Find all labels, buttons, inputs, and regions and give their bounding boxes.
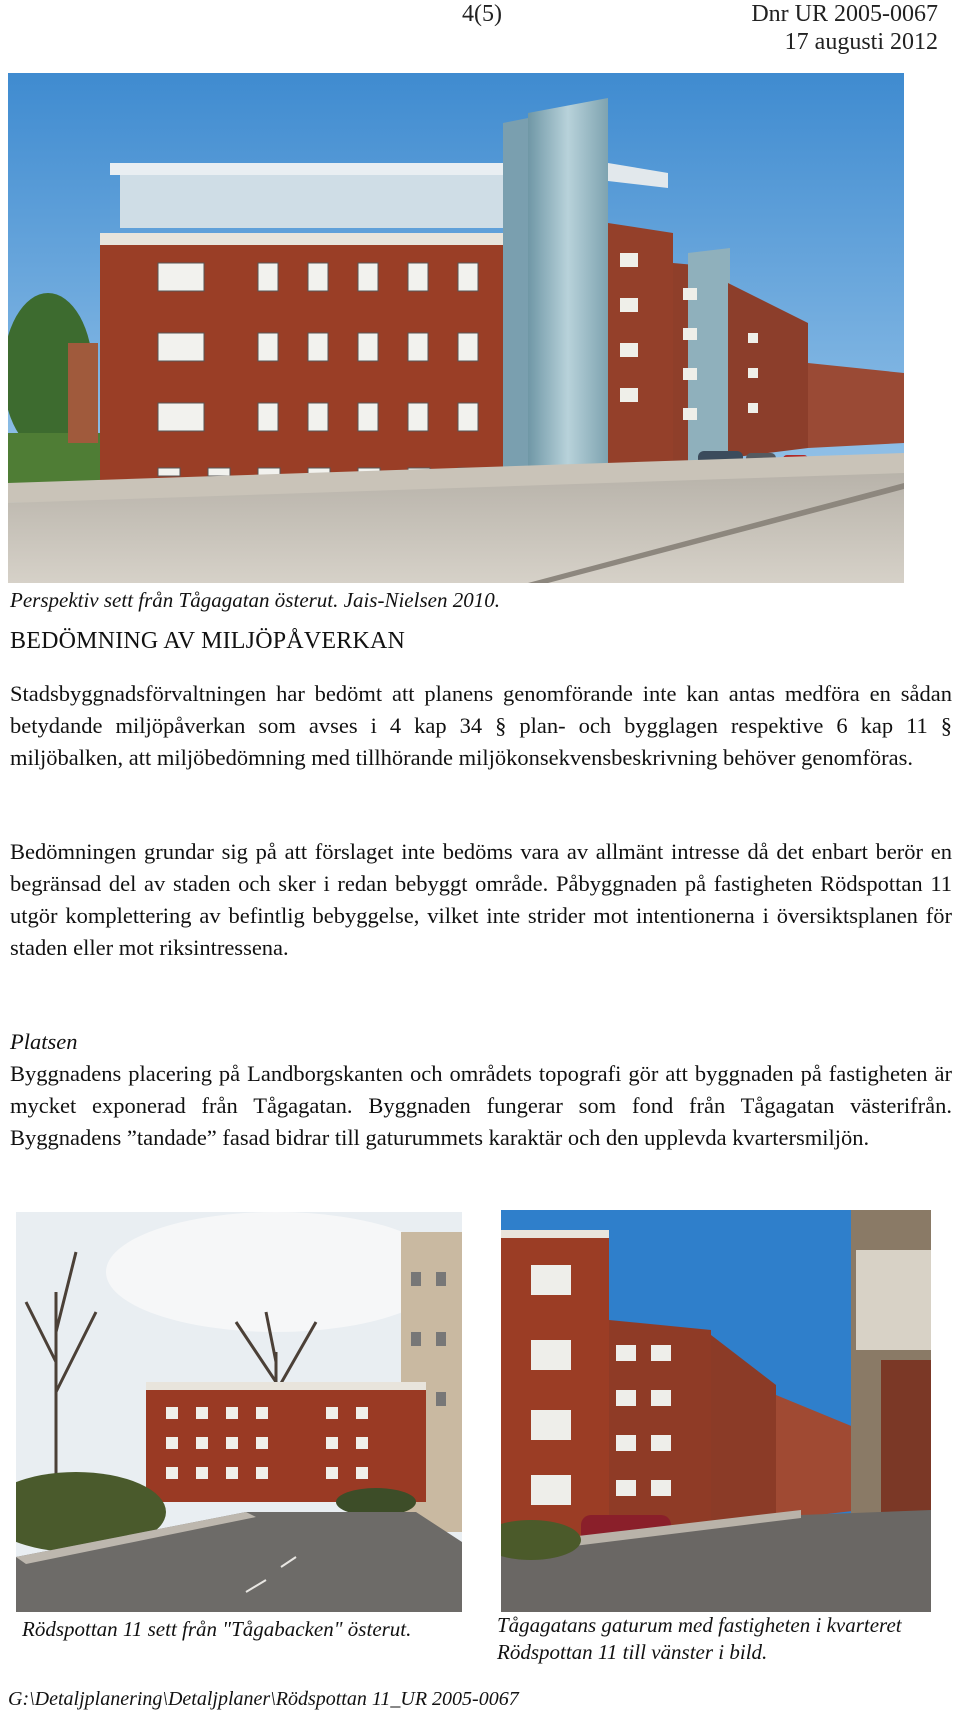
paragraph-platsen: Byggnadens placering på Landborgskanten och områdets topografi gör att byggnaden på fastigheten är mycket exponerad från Tågagatan. Byggnaden fungerar som fond från Tågagatan västerifrån. Byggnadens ”tandade” fasad bidrar till gaturummets karaktär och den upplevda kvartersmiljön. [10,1061,952,1150]
document-date: 17 augusti 2012 [784,29,938,55]
photo-rodspottan-from-tagabacken [16,1212,462,1612]
paragraph-basis: Bedömningen grundar sig på att förslaget inte bedöms vara av allmänt intresse då det enbart berör en begränsad del av staden och sker i redan bebyggt område. Påbyggnaden på fastigheten Rödspottan 11 utgör komplettering av befintlig bebyggelse, vilket inte strider mot intentionerna i översiktsplanen för staden eller mot riksintressena. [10,839,952,960]
photo-left-caption: Rödspottan 11 sett från "Tågabacken" österut. [22,1617,412,1641]
photo-right-caption: Tågagatans gaturum med fastigheten i kvarteret Rödspottan 11 till vänster i bild. [497,1613,902,1664]
page-number: 4(5) [462,1,502,27]
file-path-footer: G:\Detaljplanering\Detaljplaner\Rödspottan 11_UR 2005-0067 [8,1688,519,1710]
subheading-platsen: Platsen [10,1029,78,1054]
main-image-caption: Perspektiv sett från Tågagatan österut. Jais-Nielsen 2010. [10,588,500,612]
paragraph-assessment: Stadsbyggnadsförvaltningen har bedömt att planens genomförande inte kan antas medföra en sådan betydande miljöpåverkan som avses i 4 kap 34 § plan- och bygglagen respektive 6 kap 11 § miljöbalken, att miljöbedömning med tillhörande miljökonsekvensbeskrivning behöver genomföras. [10,681,952,770]
document-number: Dnr UR 2005-0067 [751,1,938,27]
photo-tagagatan-streetscape [501,1210,931,1612]
perspective-rendering-image [8,73,904,583]
section-heading: BEDÖMNING AV MILJÖPÅVERKAN [10,628,406,654]
